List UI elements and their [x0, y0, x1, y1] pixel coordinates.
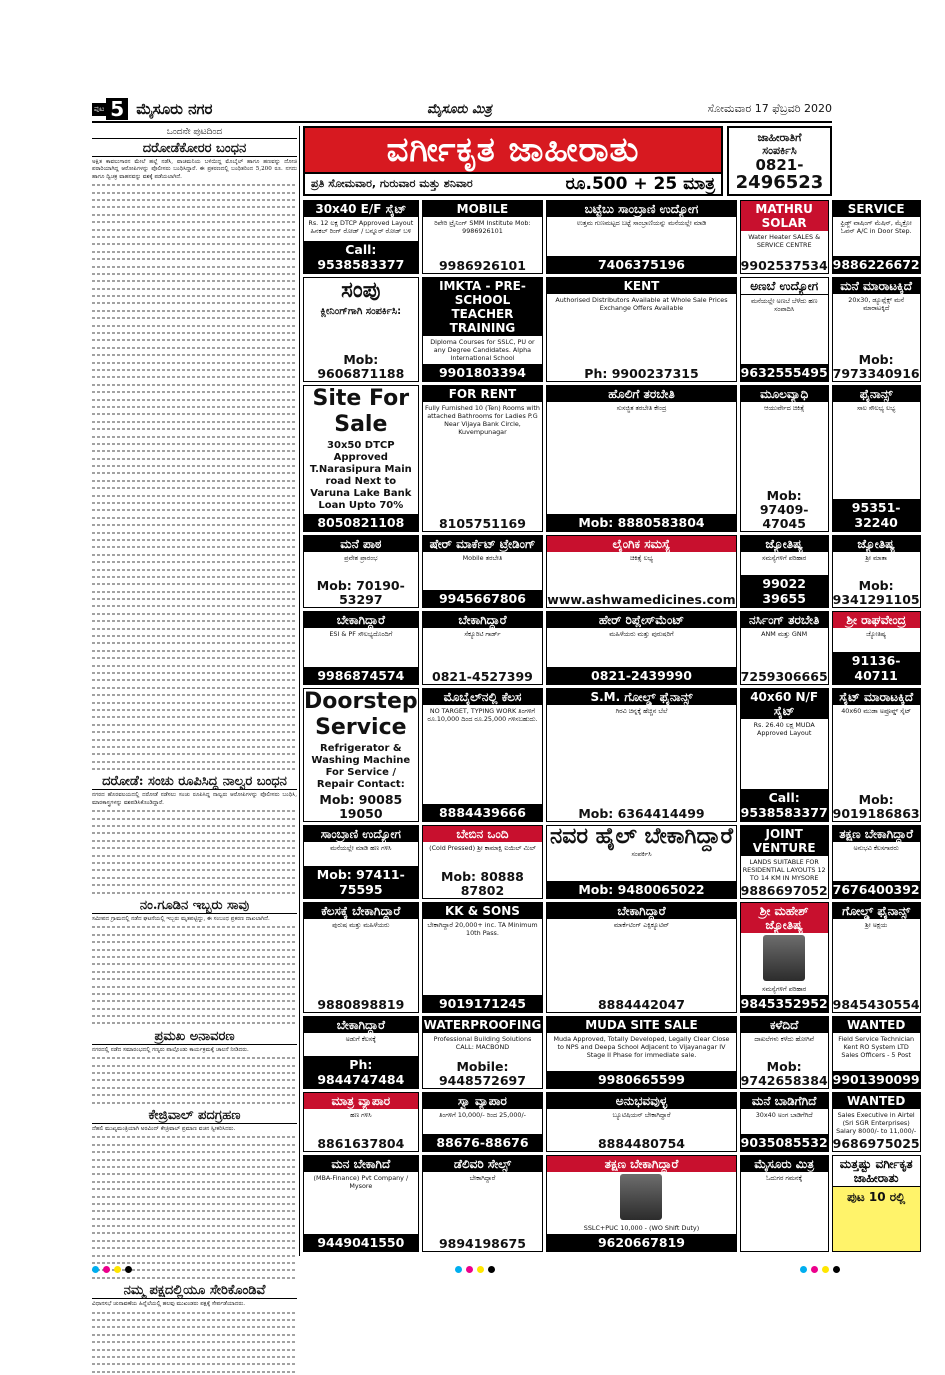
ad-body: ಪುರುಷ ಮತ್ತು ಮಹಿಳೆಯರು — [332, 920, 390, 929]
ad-phone: Mob: 9341291105 — [832, 578, 920, 607]
ad-phone: Call: 9538583377 — [304, 241, 418, 273]
classified-ad — [303, 611, 419, 685]
ad-body: ಅನುಭವಿ ಕೆಲಸಗಾರರು — [853, 843, 899, 852]
cyan-mark — [92, 1266, 99, 1273]
headline-5: ಕೇಜ್ರಿವಾಲ್ ಪದಗ್ರಹಣ — [92, 1108, 297, 1124]
ad-title: ಕೆಲಸಕ್ಕೆ ಬೇಕಾಗಿದ್ದಾರೆ — [304, 903, 418, 919]
ad-title: ಷೇರ್ ಮಾರ್ಕೆಟ್ ಟ್ರೇಡಿಂಗ್ — [423, 536, 543, 552]
article-body-3 — [92, 923, 297, 1026]
ad-title: ಬಟ್ಟೆಬು ಸಾಂಬ್ರಾಣಿ ಉದ್ಯೋಗ — [547, 201, 735, 217]
ad-title: FOR RENT — [423, 386, 543, 402]
article-text-6: ವಿಧಾನಸಭೆ ಚುನಾವಣೆಯ ಹಿನ್ನೆಲೆಯಲ್ಲಿ ಹಲವು ಮುಖಂಡರು ಪಕ್ಷಕ್ಕೆ ಸೇರ್ಪಡೆಯಾದರು. — [92, 1301, 246, 1308]
ad-phone: 88676-88676 — [423, 1134, 543, 1151]
ad-phone: 7676400392 — [832, 881, 920, 897]
classified-ad — [303, 825, 419, 899]
ad-phone: 9886226672 — [832, 256, 920, 272]
classified-ad — [740, 902, 829, 1013]
ad-phone: 9845352952 — [740, 995, 828, 1011]
ad-title: ಮನೆ ಬಾಡಿಗೆಗಿದೆ — [741, 1093, 828, 1109]
classified-ad — [546, 1016, 736, 1090]
ad-body: ಮನೆಯಲ್ಲೇ ಮಾಡಿ ಹಣ ಗಳಿಸಿ — [330, 843, 392, 852]
ad-title: WANTED — [833, 1093, 920, 1109]
ad-phone: 8884439666 — [423, 804, 543, 821]
article-text-2: ನಗರದ ಹೊರವಲಯದಲ್ಲಿ ದರೋಡೆ ನಡೆಸಲು ಸಂಚು ರೂಪಿಸಿದ್ದ ನಾಲ್ವರು ಆರೋಪಿಗಳನ್ನು ಪೊಲೀಸರು ಬಂಧಿಸಿ, ಮಾರಕಾಸ್ತ್ರಗಳನ್ನು ವಶಪಡಿಸಿಕೊಂಡಿದ್ದಾರೆ. — [92, 792, 297, 806]
ad-phone: 7406375196 — [547, 256, 735, 273]
classified-ad — [546, 200, 736, 274]
ad-title: ಮನ ಬೇಕಾಗಿದೆ — [304, 1156, 418, 1172]
article-body-5 — [92, 1133, 297, 1281]
publish-days: ಪ್ರತಿ ಸೋಮವಾರ, ಗುರುವಾರ ಮತ್ತು ಶನಿವಾರ — [311, 177, 473, 190]
ad-title: ನರ್ಸಿಂಗ್ ತರಬೇತಿ — [741, 612, 828, 628]
ad-phone: 9632555495 — [740, 364, 828, 380]
ad-title: 30x40 E/F ಸೈಟ್ — [304, 201, 418, 217]
classified-ad — [303, 688, 419, 822]
ad-title: ಮಾತ್ರ ವ್ಯಾಪಾರ — [304, 1093, 418, 1109]
magenta-mark — [466, 1266, 473, 1273]
ad-body: ANM ಮತ್ತು GNM — [761, 630, 808, 638]
ad-phone: 9945667806 — [423, 590, 543, 607]
magenta-mark — [103, 1266, 110, 1273]
registration-marks-right — [800, 1266, 840, 1273]
ad-title: ಅನುಭವವುಳ್ಳ — [547, 1093, 735, 1109]
ad-title: ಸಾಂಬ್ರಾಣಿ ಉದ್ಯೋಗ — [304, 826, 418, 842]
ad-body: 30x50 DTCP Approved T.Narasipura Main road Next to Varuna Lake Bank Loan Upto 70% — [309, 439, 412, 511]
ad-phone: 8884480754 — [597, 1136, 685, 1151]
ad-phone: 9980665599 — [547, 1071, 735, 1088]
ad-body: ಉತ್ತಮ ಗುಣಮಟ್ಟದ ಬಟ್ಟೆ ಸಾಂಬ್ರಾಣಿಯನ್ನು ಮನೆಯಲ್ಲೇ ಮಾಡಿ — [576, 219, 707, 227]
classified-ad — [546, 1155, 736, 1252]
ad-body: ಓದುಗರ ಗಮನಕ್ಕೆ — [766, 1174, 803, 1182]
ad-title: JOINT VENTURE — [741, 826, 828, 856]
ad-body: ಚಿಕಿತ್ಸೆ ಲಭ್ಯ — [630, 553, 653, 562]
ad-phone: 9902537534 — [740, 257, 828, 273]
ad-body: Mobile ತರಬೇತಿ — [462, 553, 503, 562]
black-mark — [125, 1266, 132, 1273]
ad-title: MOBILE — [423, 201, 543, 217]
ad-title: IMKTA - PRE-SCHOOL TEACHER TRAINING — [423, 278, 543, 336]
ad-phone: Mob: 9480065022 — [547, 881, 735, 898]
ad-phone: Mob: 6364414499 — [578, 805, 705, 821]
registration-marks-center — [455, 1266, 495, 1273]
ad-phone: Mob: 70190-53297 — [316, 578, 405, 607]
classified-ad — [740, 277, 829, 382]
classified-ad — [303, 200, 419, 274]
classified-ad — [303, 277, 419, 382]
ad-title: ಬೇಕಾಗಿದ್ದಾರೆ — [547, 903, 735, 919]
magenta-mark — [811, 1266, 818, 1273]
classified-ad — [740, 385, 829, 532]
ad-title: ಡೆಲಿವರಿ ಸೇಲ್ಸ್ — [423, 1156, 543, 1172]
classified-ad — [546, 902, 736, 1013]
contact-line-1: ಜಾಹೀರಾತಿಗೆ — [757, 131, 802, 144]
article-text-3: ಸಮೀಪದ ಗ್ರಾಮದಲ್ಲಿ ನಡೆದ ಘಟನೆಯಲ್ಲಿ ಇಬ್ಬರು ಮೃತಪಟ್ಟಿದ್ದು, ಈ ಸಂಬಂಧ ಪ್ರಕರಣ ದಾಖಲಾಗಿದೆ. — [92, 915, 270, 922]
section-title: ಮೈಸೂರು ನಗರ — [136, 100, 213, 118]
contact-phone: 2496523 — [735, 172, 824, 193]
ad-title: ಶ್ರೀ ಮಹೇಶ್ ಜ್ಯೋತಿಷ್ಯ — [741, 903, 828, 933]
ad-phone: 99022 39655 — [741, 575, 828, 607]
headline-1: ದರೋಡೆಕೋರರ ಬಂಧನ — [92, 141, 297, 157]
article-body-2 — [92, 807, 297, 896]
classified-ad — [832, 277, 921, 382]
ad-phone: 9986874574 — [304, 667, 418, 684]
article-body-4 — [92, 1054, 297, 1106]
ad-phone: 95351-32240 — [833, 499, 920, 531]
ad-body: ಸೆಕ್ಯೂರಿಟಿ ಗಾರ್ಡ್ — [464, 630, 501, 638]
ad-body: 30x40 ಅಂಗ ಬಾಡಿಗೆಗಿದೆ — [755, 1111, 813, 1119]
ad-phone: 0821-4527399 — [432, 668, 533, 684]
ad-title: ತಕ್ಷಣ ಬೇಕಾಗಿದ್ದಾರೆ — [833, 826, 920, 842]
classified-ad — [832, 902, 921, 1013]
ad-title: WANTED — [833, 1017, 920, 1033]
ad-title: S.M. ಗೋಲ್ಡ್ ಫೈನಾನ್ಸ್ — [547, 689, 735, 705]
classified-ad — [422, 277, 544, 382]
ad-phone: Ph: 9844747484 — [304, 1056, 418, 1088]
ad-body: ಬೇಕಾಗಿದ್ದಾರೆ 20,000+ inc. TA Minimum 10th Pass. — [427, 920, 538, 937]
ad-title: Site For Sale — [312, 385, 410, 437]
ad-body: ಬ್ಯೂಟಿಷಿಯನ್ ಬೇಕಾಗಿದ್ದಾರೆ — [612, 1111, 671, 1119]
classified-ad — [303, 1155, 419, 1252]
ad-body: Field Service Technician Kent RO System LTD Sales Officers - 5 Post — [838, 1034, 915, 1059]
ad-phone: 8050821108 — [304, 514, 418, 531]
advertiser-photo — [763, 935, 805, 981]
ad-title: ಹೇರ್ ರಿಪ್ಲೇಸ್‌ಮೆಂಟ್ — [547, 612, 735, 628]
ad-title: ಮೊಬೈಲ್‌ನಲ್ಲಿ ಕೆಲಸ — [423, 689, 543, 705]
yellow-mark — [114, 1266, 121, 1273]
ad-body: (Cold Pressed) ಶ್ರೀ ಕಾಮಾಕ್ಷಿ ಐಯಿಲ್ ಮಿಲ್ — [429, 843, 536, 852]
ad-body: ಸುಸಜ್ಜಿತ ತರಬೇತಿ ಕೇಂದ್ರ — [616, 403, 667, 412]
ad-title: KENT — [547, 278, 735, 294]
ad-body: ಅಡುಗೆ ಕೆಲಸಕ್ಕೆ — [345, 1034, 376, 1043]
news-column — [92, 126, 297, 1308]
ad-body: ರಿಪೇರಿ ಟ್ರೈನಿಂಗ್ SMM Institute Mob: 9986926101 — [434, 219, 531, 235]
ad-phone: 8861637804 — [317, 1136, 405, 1151]
classified-ad — [546, 385, 736, 532]
ad-phone: 9880898819 — [317, 996, 405, 1012]
ad-body: Refrigerator & Washing Machine For Service / Repair Contact: — [311, 742, 411, 790]
ad-title: ತಕ್ಷಣ ಬೇಕಾಗಿದ್ದಾರೆ — [547, 1156, 735, 1172]
ad-phone: 9886697052 — [740, 882, 828, 898]
ad-title: ಸ್ವಾ ವ್ಯಾಪಾರ — [423, 1093, 543, 1109]
ad-phone: Mob: 7973340916 — [832, 351, 920, 381]
black-mark — [833, 1266, 840, 1273]
classified-ad — [422, 825, 544, 899]
ad-phone: 9901390099 — [832, 1072, 920, 1087]
ad-title: ಶ್ರೀ ರಾಘವೇಂದ್ರ — [833, 612, 920, 628]
ad-body: ಫ್ರಿಡ್ಜ್ ವಾಷಿಂಗ್ ಮೆಷಿನ್, ಮೈಕ್ರೋ ಓವನ್ A/C in Door Step. — [840, 219, 912, 235]
classified-ad — [422, 535, 544, 609]
classified-ad — [832, 1155, 921, 1252]
ad-body: NO TARGET, TYPING WORK ತಿಂಗಳಿಗೆ ರೂ.10,000 ದಿಂದ ರೂ.25,000 ಗಳಿಸಬಹುದು. — [427, 706, 538, 723]
ad-body: ಜ್ಯೋತಿಷ್ಯ — [866, 630, 887, 638]
cyan-mark — [800, 1266, 807, 1273]
ad-body: Professional Building Solutions CALL: MACBOND — [433, 1034, 532, 1051]
classifieds-title: ವರ್ಗೀಕೃತ ಜಾಹೀರಾತು — [386, 130, 640, 170]
ad-phone: Mob: 90085 19050 — [319, 791, 403, 821]
page-number-box — [92, 98, 128, 120]
ad-body: ತಿಂಗಳಿಗೆ 10,000/- ರಿಂದ 25,000/- — [438, 1111, 526, 1119]
ad-phone: 8884442047 — [597, 996, 685, 1012]
classified-ad — [422, 200, 544, 274]
ad-body: ಮಹಿಳೆಯರು ಮತ್ತು ಪುರುಷರಿಗೆ — [609, 630, 674, 638]
classified-ad — [303, 902, 419, 1013]
classified-ad — [546, 277, 736, 382]
ad-body: ಹಣ ಗಳಿಸಿ — [350, 1111, 372, 1119]
ad-body: 20x30, ಡ್ಯೂಪ್ಲೆಕ್ಸ್ ಮನೆ ಮಾರಾಟಕ್ಕಿದೆ — [848, 295, 905, 312]
page-number: 5 — [106, 98, 128, 120]
registration-marks-left — [92, 1266, 132, 1273]
ad-body: Rs. 26.40 ಲಕ್ಷ MUDA Approved Layout — [753, 720, 815, 737]
classified-ad — [740, 535, 829, 609]
headline-4: ಪ್ರಮಖ ಅನಾವರಣ — [92, 1029, 297, 1045]
classified-ad — [546, 688, 736, 822]
ad-body: ಗಿರವಿ ಚಿನ್ನಕ್ಕೆ ಹೆಚ್ಚಿನ ಬೆಲೆ — [615, 706, 668, 715]
ad-body: ಸಮಸ್ಯೆಗಳಿಗೆ ಪರಿಹಾರ — [762, 553, 807, 562]
ad-body: ಪುಟ 10 ರಲ್ಲಿ — [847, 1190, 906, 1204]
ad-title: ಬೇಕಾಗಿದ್ದಾರೆ — [423, 612, 543, 628]
ad-title: ಮನೆ ಮಾರಾಟಕ್ಕಿದೆ — [833, 278, 920, 294]
classified-ad — [740, 1016, 829, 1090]
ad-title: MATHRU SOLAR — [741, 201, 828, 231]
contact-std-code: 0821- — [755, 156, 804, 174]
ad-title: ಕಳೆದಿದೆ — [741, 1017, 828, 1033]
ad-body: LANDS SUITABLE FOR RESIDENTIAL LAYOUTS 12 TO 14 KM IN MYSORE — [742, 857, 826, 882]
ad-price: ರೂ.500 + 25 ಮಾತ್ರ — [565, 174, 715, 194]
contact-line-2: ಸಂಪರ್ಕಿಸಿ — [762, 144, 797, 157]
classified-ad — [422, 1092, 544, 1152]
ad-body: ಶ್ರೀ ಅಕ್ಷಯ — [865, 920, 888, 929]
ad-phone: 9845430554 — [832, 996, 920, 1012]
classified-ad — [740, 1092, 829, 1152]
article-body-6 — [92, 1309, 297, 1375]
ad-phone: Call: 9538583377 — [740, 789, 828, 820]
ad-body: ಸಂಪರ್ಕಿಸಿ — [631, 849, 652, 858]
ad-phone: www.ashwamedicines.com — [547, 592, 736, 607]
classified-ad — [832, 611, 921, 685]
ad-phone: Mobile: 9448572697 — [438, 1059, 526, 1088]
ad-phone: 8105751169 — [438, 515, 526, 531]
page-header — [92, 98, 832, 120]
ad-phone: 9894198675 — [438, 1236, 526, 1251]
classified-ads-grid — [303, 200, 920, 1252]
ad-title: ಗೋಲ್ಡ್ ಫೈನಾನ್ಸ್ — [833, 903, 920, 919]
ad-body: ಮಾರ್ಕೆಟಿಂಗ್ ಎಕ್ಸಿಕ್ಯೂಟಿವ್ — [613, 920, 670, 929]
yellow-mark — [822, 1266, 829, 1273]
classified-ad — [303, 1016, 419, 1090]
issue-date: ಸೋಮವಾರ 17 ಫೆಬ್ರವರಿ 2020 — [707, 102, 832, 115]
classified-ad — [832, 688, 921, 822]
ad-title: ಜ್ಯೋತಿಷ್ಯ — [833, 536, 920, 552]
ad-phone: 91136-40711 — [833, 652, 920, 684]
ad-title: ಮತ್ತಷ್ಟು ವರ್ಗೀಕೃತ ಜಾಹೀರಾತು — [833, 1156, 920, 1187]
ad-body: ಸಮಸ್ಯೆಗಳಿಗೆ ಪರಿಹಾರ — [762, 984, 807, 993]
ad-phone: 9620667819 — [547, 1234, 735, 1251]
classified-ad — [303, 535, 419, 609]
classified-ad — [832, 1092, 921, 1152]
column-rule — [299, 126, 300, 1256]
ad-body: SSLC+PUC 10,000 - (WO Shift Duty) — [583, 1224, 700, 1232]
classified-ad — [546, 825, 736, 899]
ad-body: Muda Approved, Totally Developed, Legally Clear Close to NPS and Deepa School Adjacent to Vijayanagar IV Stage II Phase for immediate sale. — [553, 1034, 730, 1059]
classified-ad — [832, 535, 921, 609]
classified-ad — [832, 1016, 921, 1090]
ad-phone: Mob: 97411-75595 — [304, 866, 418, 898]
ad-title: ಲೈಂಗಿಕ ಸಮಸ್ಯೆ — [547, 536, 735, 552]
ad-body: Rs. 12 ಲಕ್ಷ DTCP Approved Layout ಹಿನಕಲ್ ರಿಂಗ್ ರೋಡ್ / ಬನ್ನೂರ್ ರೋಡ್ ಬಳಿ — [308, 219, 414, 235]
classifieds-subline — [305, 172, 721, 194]
ad-phone: Mob: 9742658384 — [740, 1059, 828, 1088]
article-text-5: ದೆಹಲಿ ಮುಖ್ಯಮಂತ್ರಿಯಾಗಿ ಅರವಿಂದ್ ಕೇಜ್ರಿವಾಲ್ ಪ್ರಮಾಣ ವಚನ ಸ್ವೀಕರಿಸಿದರು. — [92, 1125, 236, 1132]
ad-title: ಸಂಪು — [341, 277, 381, 303]
ad-title: ಮೂಲವ್ಯಾಧಿ — [741, 386, 828, 402]
black-mark — [488, 1266, 495, 1273]
ad-body: Fully Furnished 10 (Ten) Rooms with attached Bathrooms for Ladies P.G Near Vijaya Bank Circle, Kuvempunagar — [424, 403, 540, 436]
classified-ad — [740, 611, 829, 685]
ad-title: ಫೈನಾನ್ಸ್ — [833, 386, 920, 402]
article-text-4: ನಗರದಲ್ಲಿ ನಡೆದ ಸಮಾರಂಭದಲ್ಲಿ ಗಣ್ಯರು ಪಾಲ್ಗೊಂಡು ಕಾರ್ಯಕ್ರಮಕ್ಕೆ ಚಾಲನೆ ನೀಡಿದರು. — [92, 1046, 249, 1053]
ad-phone: Mob: 9606871188 — [317, 351, 405, 381]
ad-phone: Mob: 8880583804 — [547, 514, 735, 531]
yellow-mark — [477, 1266, 484, 1273]
ad-title: ಜ್ಯೋತಿಷ್ಯ — [741, 536, 828, 552]
continued-kicker: ಒಂದನೇ ಪುಟದಿಂದ — [92, 126, 297, 139]
classified-ad — [422, 611, 544, 685]
ad-phone: 9035085532 — [740, 1135, 828, 1150]
classified-ad — [303, 1092, 419, 1152]
classified-ad — [832, 200, 921, 274]
ad-title: ಅಣಬೆ ಉದ್ಯೋಗ — [741, 278, 828, 295]
ad-body: ಮನೆಯಲ್ಲೇ ಅಣಬೆ ಬೆಳೆದು ಹಣ ಸಂಪಾದಿಸಿ — [750, 296, 818, 313]
ad-body: (MBA-Finance) Pvt Company / Mysore — [313, 1174, 409, 1190]
ad-title: ಮೈಸೂರು ಮಿತ್ರ — [741, 1156, 828, 1172]
classified-ad — [832, 385, 921, 532]
ad-title: ಬೇಬಿನ ಒಂದಿ — [423, 826, 543, 842]
classified-ad — [832, 825, 921, 899]
classified-ad — [422, 688, 544, 822]
ad-body: ಕ್ಲೀನಿಂಗ್‌ಗಾಗಿ ಸಂಪರ್ಕಿಸಿ: — [320, 305, 402, 317]
classified-ad — [422, 1016, 544, 1090]
cyan-mark — [455, 1266, 462, 1273]
classifieds-banner — [303, 126, 723, 196]
ad-body: ಆಯುರ್ವೇದ ಚಿಕಿತ್ಸೆ — [764, 403, 805, 412]
article-body-1 — [92, 181, 297, 772]
ad-phone: Ph: 9900237315 — [584, 365, 699, 381]
ad-phone: 7259306665 — [740, 668, 828, 684]
classified-ad — [422, 902, 544, 1013]
ad-phone: 9449041550 — [304, 1234, 418, 1251]
classified-ad — [546, 611, 736, 685]
ad-title: KK & SONS — [423, 903, 543, 919]
ad-title: 40x60 N/F ಸೈಟ್ — [741, 689, 828, 719]
ad-body: Authorised Distributors Available at Whole Sale Prices Exchange Offers Available — [555, 295, 728, 312]
page-label: ಪುಟ — [92, 103, 106, 116]
ad-body: 40x60 ಮುಡಾ ಅಪ್ರೂವ್ಡ್ ಸೈಟ್ — [841, 706, 912, 715]
ad-title: ಬೇಕಾಗಿದ್ದಾರೆ — [304, 1017, 418, 1033]
ad-phone: Mob: 80888 87802 — [441, 868, 524, 898]
ad-phone: 0821-2439990 — [547, 667, 735, 684]
ad-body: Diploma Courses for SSLC, PU or any Degree Candidates. Alpha International School — [430, 337, 535, 362]
article-text-1: ಅಕ್ಷಿತ ಕಾವಲುಗಾರನ ಮೇಲೆ ಹಲ್ಲೆ ನಡೆಸಿ, ವಾಚಮನಿಯ ಬಳಿಯಿದ್ದ ಮೊಬೈಲ್ ಹಾಗೂ ಹಣವನ್ನು ದೋಚಿ ಪರಾರಿಯಾಗಿದ್ದ ಆರೋಪಿಗಳನ್ನು ಪೊಲೀಸರು ಬಂಧಿಸಿದ್ದಾರೆ. ಈ ಪ್ರಕರಣದಲ್ಲಿ ಬಂಧಿತರಿಂದ 5,200 ರೂ. ನಗದು ಹಾಗೂ ದ್ವಿಚಕ್ರ ವಾಹನವನ್ನು ವಶಕ್ಕೆ ಪಡೆಯಲಾಗಿದೆ. — [92, 159, 297, 180]
advertiser-photo — [620, 1174, 662, 1220]
classified-ad — [422, 1155, 544, 1252]
headline-2: ದರೋಡೆ: ಸಂಚು ರೂಪಿಸಿದ್ದ ನಾಲ್ವರ ಬಂಧನ — [92, 774, 297, 790]
ad-title: MUDA SITE SALE — [547, 1017, 735, 1033]
ad-body: ಶ್ರೀ ಮಾತಾ — [865, 553, 887, 562]
ad-body: Sales Executive in Airtel (Sri SGR Enterprises) Salary 8000/- to 11,000/- — [836, 1111, 917, 1135]
ad-body: ESI & PF ಸೌಲಭ್ಯದೊಂದಿಗೆ — [329, 630, 393, 638]
headline-3: ನಂ.ಗೂಡಿನ ಇಬ್ಬರು ಸಾವು — [92, 898, 297, 914]
classified-ad — [546, 535, 736, 609]
header-rule — [92, 121, 832, 123]
ad-phone: 9901803394 — [423, 364, 543, 381]
headline-6: ನಮ್ಮ ಪಕ್ಷದಲ್ಲಿಯೂ ಸೇರಿಕೊಂಡಿವೆ — [92, 1283, 297, 1299]
classified-ad — [740, 825, 829, 899]
ad-title: ಬೇಕಾಗಿದ್ದಾರೆ — [304, 612, 418, 628]
ad-body: ದಾಖಲೆಗಳು ಕಳೆದು ಹೋಗಿವೆ — [754, 1034, 814, 1043]
ad-title: ನವರ ಹೈಲ್ ಬೇಕಾಗಿದ್ದಾರೆ — [550, 823, 733, 849]
classified-ad — [740, 1155, 829, 1252]
classified-ad — [546, 1092, 736, 1152]
classified-ad — [422, 385, 544, 532]
ad-phone: Mob: 97409-47045 — [759, 487, 809, 531]
classified-ad — [740, 200, 829, 274]
newspaper-logo: ಮೈಸೂರು ಮಿತ್ರ — [427, 101, 492, 117]
ad-title: WATERPROOFING — [423, 1017, 542, 1032]
ad-title: Doorstep Service — [304, 688, 418, 740]
ad-phone: 9019171245 — [423, 995, 543, 1012]
ad-phone: 9986926101 — [438, 257, 526, 273]
ad-title: ಹೊಲಿಗೆ ತರಬೇತಿ — [547, 386, 735, 402]
ad-phone: Mob: 9019186863 — [832, 791, 920, 821]
ad-contact-box — [727, 126, 832, 196]
ad-title: SERVICE — [833, 201, 920, 217]
ad-body: Water Heater SALES & SERVICE CENTRE — [748, 233, 821, 249]
ad-body: ಸಾಲ ಸೌಲಭ್ಯ ಲಭ್ಯ — [856, 403, 896, 412]
ad-title: ಸೈಟ್ ಮಾರಾಟಕ್ಕಿದೆ — [833, 689, 920, 705]
ad-phone: 9686975025 — [832, 1136, 920, 1151]
ad-body: ಪ್ರವೇಶ ಪ್ರಾರಂಭ — [344, 553, 378, 562]
classified-ad — [303, 385, 419, 532]
classified-ad — [740, 688, 829, 822]
ad-body: ಬೇಕಾಗಿದ್ದಾರೆ — [469, 1174, 496, 1182]
ad-title: ಮನೆ ಪಾಠ — [304, 536, 418, 552]
